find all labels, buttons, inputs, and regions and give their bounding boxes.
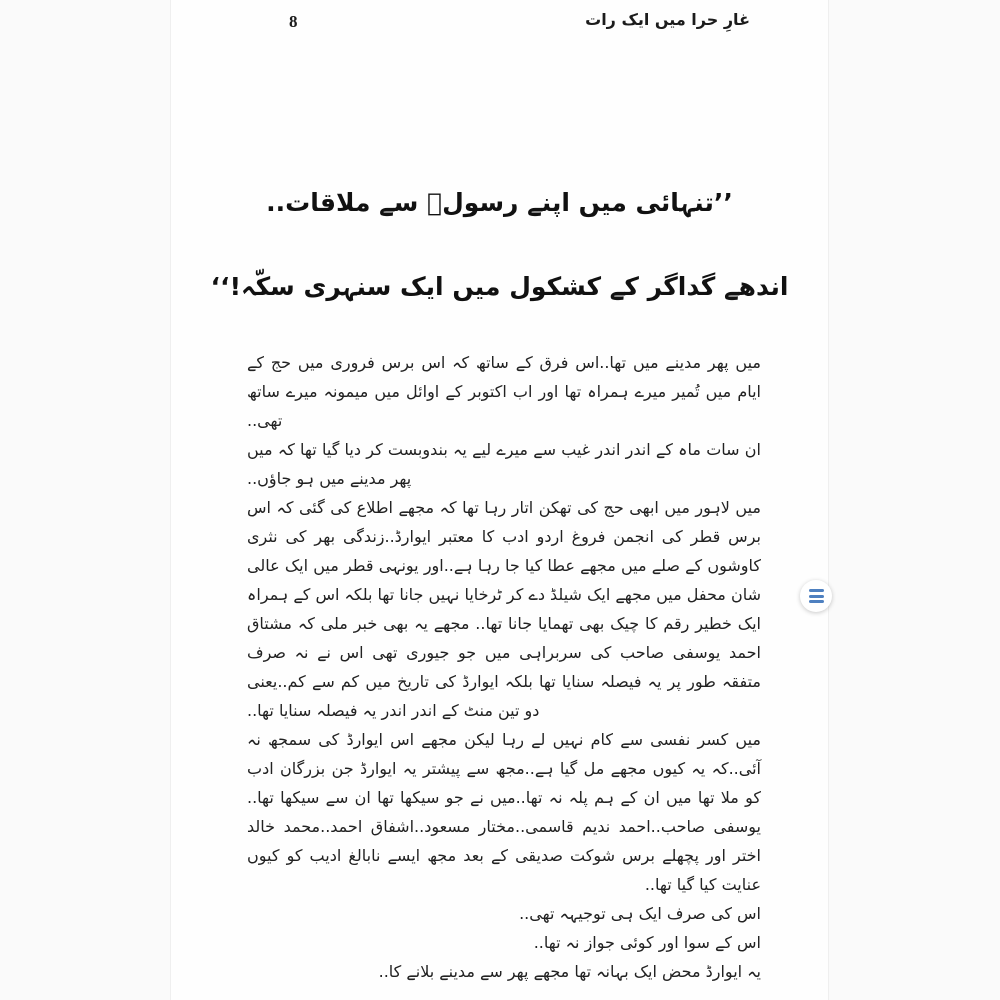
book-page bbox=[170, 0, 829, 1000]
chapter-heading-line-2: اندھے گداگر کے کشکول میں ایک سنہری سکّہ!‘‘ bbox=[210, 272, 789, 301]
paragraph: یہ ایوارڈ محض ایک بہانہ تھا مجھے پھر سے مدینے بلانے کا.. bbox=[378, 962, 761, 981]
paragraph: میں پھر مدینے میں تھا..اس فرق کے ساتھ کہ اس برس فروری میں حج کے ایام میں تُمیر میرے ہمراہ تھا اور اب اکتوبر کے اوائل میں میمونہ میرے ساتھ تھی.. bbox=[247, 353, 761, 430]
page-number: 8 bbox=[289, 12, 298, 31]
paragraph: میں کسر نفسی سے کام نہیں لے رہا لیکن مجھے اس ایوارڈ کی سمجھ نہ آئی..کہ یہ کیوں مجھے مل گیا ہے..مجھ سے پیشتر یہ ایوارڈ جن بزرگان ادب کو ملا تھا میں ان کے ہم پلہ نہ تھا..میں نے جو سیکھا تھا ان سے سیکھا تھا.. یوسفی صاحب..احمد ندیم قاسمی..مختار مسعود..اشفاق احمد..محمد خالد اختر اور پچھلے برس شوکت صدیقی کے بعد مجھ ایسے نابالغ ادیب کو کیوں عنایت کیا گیا تھا.. bbox=[247, 730, 761, 894]
paragraph: میں لاہور میں ابھی حج کی تھکن اتار رہا تھا کہ مجھے اطلاع کی گئی کہ اس برس قطر کی انجمن فروغ اردو ادب کا معتبر ایوارڈ..زندگی بھر کی نثری کاوشوں کے صلے میں مجھے عطا کیا جا رہا ہے..اور یونہی قطر میں ایک عالی شان محفل میں مجھے ایک شیلڈ دے کر ٹرخایا نہیں جانا تھا بلکہ اس کے ہمراہ ایک خطیر رقم کا چیک بھی تھمایا جانا تھا.. مجھے یہ بھی خبر ملی کہ مشتاق احمد یوسفی صاحب کی سربراہی میں جو جیوری تھی اس نے نہ صرف متفقہ طور پر یہ فیصلہ سنایا تھا بلکہ ایوارڈ کی تاریخ میں کم سے کم..یعنی دو تین منٹ کے اندر اندر یہ فیصلہ سنایا تھا.. bbox=[247, 498, 761, 720]
reader-menu-button[interactable] bbox=[800, 580, 832, 612]
chapter-heading-line-1: ’’تنہائی میں اپنے رسولؐ سے ملاقات.. bbox=[266, 188, 733, 217]
paragraph: ان سات ماہ کے اندر اندر غیب سے میرے لیے یہ بندوبست کر دیا گیا تھا کہ میں پھر مدینے میں ہو جاؤں.. bbox=[247, 440, 762, 488]
body-text-block bbox=[247, 348, 761, 986]
running-header-book-title: غارِ حرا میں ایک رات bbox=[585, 10, 750, 29]
paragraph: اس کے سوا اور کوئی جواز نہ تھا.. bbox=[533, 933, 761, 952]
hamburger-menu-icon bbox=[809, 589, 824, 592]
paragraph: اس کی صرف ایک ہی توجیہہ تھی.. bbox=[519, 904, 761, 923]
